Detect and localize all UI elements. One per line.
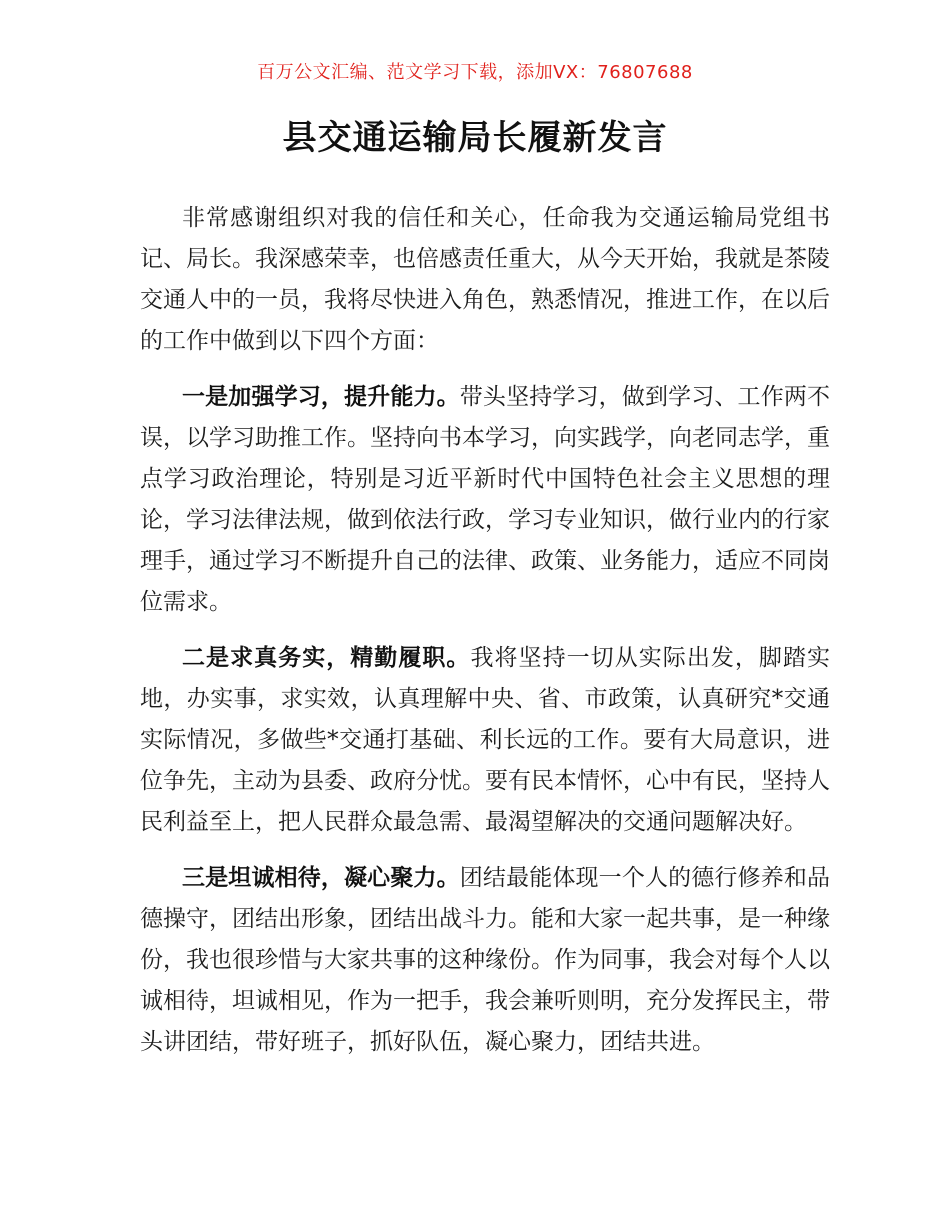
- paragraph-text: 带头坚持学习，做到学习、工作两不误，以学习助推工作。坚持向书本学习，向实践学，向老同志学，重点学习政治理论，特别是习近平新时代中国特色社会主义思想的理论，学习法律法规，做到依法行政，学习专业知识，做行业内的行家理手，通过学习不断提升自己的法律、政策、业务能力，适应不同岗位需求。: [140, 384, 831, 615]
- paragraph-point-2: [140, 638, 830, 843]
- paragraph-lead: 二是求真务实，精勤履职。: [182, 645, 471, 671]
- paragraph-point-1: [140, 377, 830, 623]
- paragraph-text: 团结最能体现一个人的德行修养和品德操守，团结出形象，团结出战斗力。能和大家一起共事，是一种缘份，我也很珍惜与大家共事的这种缘份。作为同事，我会对每个人以诚相待，坦诚相见，作为一把手，我会兼听则明，充分发挥民主，带头讲团结，带好班子，抓好队伍，凝心聚力，团结共进。: [140, 865, 831, 1055]
- paragraph-text: 非常感谢组织对我的信任和关心，任命我为交通运输局党组书记、局长。我深感荣幸，也倍感责任重大，从今天开始，我就是茶陵交通人中的一员，我将尽快进入角色，熟悉情况，推进工作，在以后的工作中做到以下四个方面：: [140, 205, 830, 354]
- header-note: 百万公文汇编、范文学习下载，添加VX：76807688: [257, 62, 693, 83]
- paragraph-lead: 一是加强学习，提升能力。: [182, 384, 460, 410]
- document-title: 县交通运输局长履新发言: [282, 118, 668, 158]
- document-body: [140, 198, 830, 1078]
- paragraph-text: 我将坚持一切从实际出发，脚踏实地，办实事，求实效，认真理解中央、省、市政策，认真研究*交通实际情况，多做些*交通打基础、利长远的工作。要有大局意识，进位争先，主动为县委、政府分忧。要有民本情怀，心中有民，坚持人民利益至上，把人民群众最急需、最渴望解决的交通问题解决好。: [140, 645, 831, 835]
- paragraph-lead: 三是坦诚相待，凝心聚力。: [182, 865, 460, 891]
- paragraph-point-3: [140, 858, 830, 1063]
- paragraph-intro: [140, 198, 830, 362]
